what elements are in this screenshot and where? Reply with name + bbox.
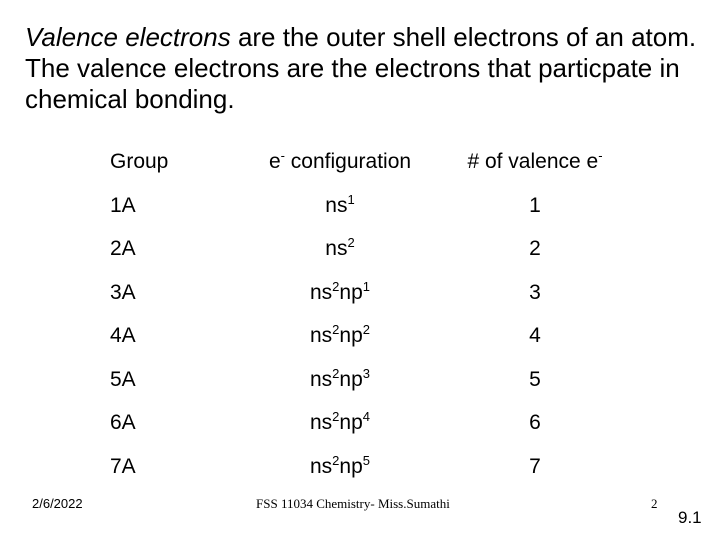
cell-group: 5A xyxy=(110,367,136,391)
cell-configuration xyxy=(230,402,450,446)
intro-term: Valence electrons xyxy=(25,22,231,52)
cell-configuration xyxy=(230,358,450,402)
slide-tag: 9.1 xyxy=(678,508,702,527)
config-superscript: 2 xyxy=(332,278,340,294)
cell-group: 6A xyxy=(110,411,136,435)
config-superscript: 2 xyxy=(332,452,340,468)
table-row xyxy=(110,358,620,402)
table-body xyxy=(110,184,620,489)
config-superscript: 2 xyxy=(332,322,340,338)
cell-group: 3A xyxy=(110,280,136,304)
cell-group: 2A xyxy=(110,237,136,261)
config-superscript: 2 xyxy=(332,409,340,425)
table-row xyxy=(110,315,620,359)
valence-table xyxy=(110,140,620,489)
config-superscript: 4 xyxy=(362,409,370,425)
cell-configuration xyxy=(230,271,450,315)
cell-configuration xyxy=(230,228,450,272)
cell-group: 1A xyxy=(110,193,136,217)
config-orbital: ns xyxy=(325,193,348,217)
config-superscript: 5 xyxy=(362,452,370,468)
header-config-rest: configuration xyxy=(284,150,412,173)
cell-group: 4A xyxy=(110,324,136,348)
table-row xyxy=(110,402,620,446)
config-superscript: 2 xyxy=(362,322,370,338)
header-count-base: # of valence e xyxy=(467,150,599,173)
intro-text: are the outer shell electrons of an atom. The valence electrons are the electrons that particpate in chemical bonding. xyxy=(25,22,697,114)
config-orbital: ns xyxy=(309,411,333,435)
config-orbital: ns xyxy=(309,454,333,478)
cell-configuration xyxy=(230,184,450,228)
header-config-base: e xyxy=(268,150,281,173)
cell-valence-count: 3 xyxy=(529,280,541,304)
table-header-row xyxy=(110,140,620,184)
cell-configuration xyxy=(230,315,450,359)
table-row xyxy=(110,271,620,315)
footer-page-number: 2 xyxy=(651,496,658,511)
config-superscript: 1 xyxy=(362,278,370,294)
header-group: Group xyxy=(110,150,169,173)
footer-date: 2/6/2022 xyxy=(32,496,83,511)
config-superscript: 1 xyxy=(347,191,355,207)
config-orbital: ns xyxy=(309,324,333,348)
config-orbital: ns xyxy=(309,280,333,304)
header-configuration xyxy=(230,140,450,184)
cell-configuration xyxy=(230,445,450,489)
header-count-sup: - xyxy=(598,148,603,163)
cell-valence-count: 2 xyxy=(529,237,541,261)
header-valence-count xyxy=(450,140,620,184)
cell-valence-count: 4 xyxy=(529,324,541,348)
config-orbital: np xyxy=(339,324,363,348)
cell-valence-count: 7 xyxy=(529,454,541,478)
header-config-sup: - xyxy=(280,148,285,163)
config-superscript: 2 xyxy=(332,365,340,381)
cell-valence-count: 5 xyxy=(529,367,541,391)
table-row xyxy=(110,184,620,228)
config-orbital: np xyxy=(339,367,363,391)
cell-valence-count: 6 xyxy=(529,411,541,435)
config-superscript: 3 xyxy=(362,365,370,381)
config-orbital: ns xyxy=(309,367,333,391)
cell-group: 7A xyxy=(110,454,136,478)
config-orbital: np xyxy=(339,280,363,304)
config-orbital: np xyxy=(339,411,363,435)
intro-paragraph xyxy=(25,22,705,115)
cell-valence-count: 1 xyxy=(529,193,541,217)
config-orbital: np xyxy=(339,454,363,478)
footer-course: FSS 11034 Chemistry- Miss.Sumathi xyxy=(256,496,450,511)
table-row xyxy=(110,228,620,272)
config-superscript: 2 xyxy=(347,235,355,251)
config-orbital: ns xyxy=(325,237,348,261)
table-row xyxy=(110,445,620,489)
